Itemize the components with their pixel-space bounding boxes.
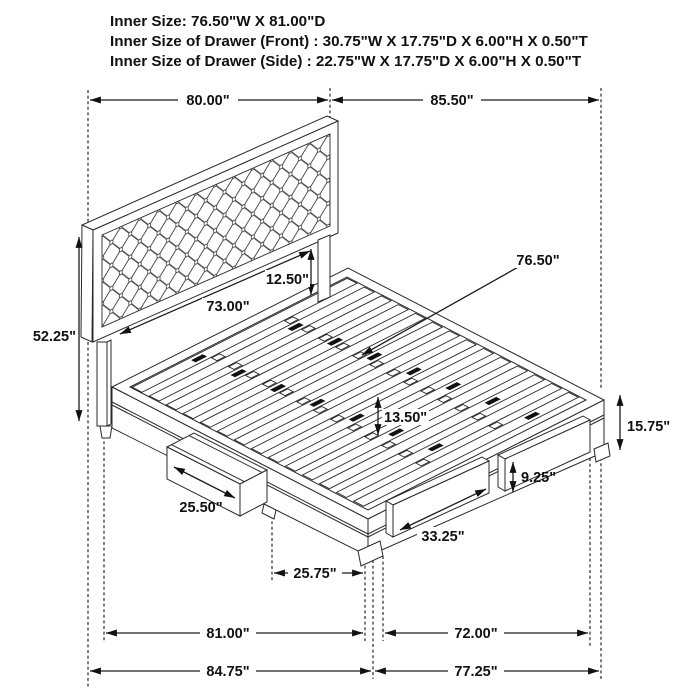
dim-label-side-drawer-width: 25.50" (179, 500, 223, 516)
dim-label-top-right: 85.50" (430, 93, 474, 109)
headboard-leg-left (97, 342, 107, 426)
bed-drawing (81, 116, 610, 566)
headboard-leg-left-side (107, 340, 111, 426)
front-drawer-note: Inner Size of Drawer (Front) : 30.75"W X 17.75"D X 6.00"H X 0.50"T (110, 33, 588, 50)
headboard-side-edge (81, 225, 93, 342)
foot-drawer-end (498, 455, 505, 491)
headboard-leg-right (318, 235, 330, 302)
bed-foot (100, 426, 112, 438)
dim-label-rail-height: 15.75" (627, 419, 671, 435)
dim-label-base-depth: 81.00" (206, 626, 250, 642)
dim-label-headboard-to-slats: 12.50" (265, 272, 309, 288)
dim-label-headboard-height: 52.25" (32, 329, 76, 345)
title-block (110, 13, 589, 70)
dim-label-front-drawer-width: 33.25" (421, 529, 465, 545)
dim-label-base-width: 72.00" (454, 626, 498, 642)
dim-label-drawer-height: 9.25" (521, 470, 557, 486)
dim-label-platform-height: 13.50" (384, 410, 428, 426)
front-drawer-end (386, 501, 393, 537)
dim-label-slat-length: 76.50" (516, 253, 560, 269)
dim-label-overall-depth: 84.75" (206, 664, 250, 680)
inner-size-note: Inner Size: 76.50"W X 81.00"D (110, 13, 326, 30)
dim-label-overall-width: 77.25" (454, 664, 498, 680)
dim-label-headboard-width: 73.00" (206, 299, 250, 315)
dim-label-drawer-offset: 25.75" (293, 566, 337, 582)
dim-label-top-left: 80.00" (186, 93, 230, 109)
side-drawer-note: Inner Size of Drawer (Side) : 22.75"W X 17.75"D X 6.00"H X 0.50"T (110, 53, 582, 70)
